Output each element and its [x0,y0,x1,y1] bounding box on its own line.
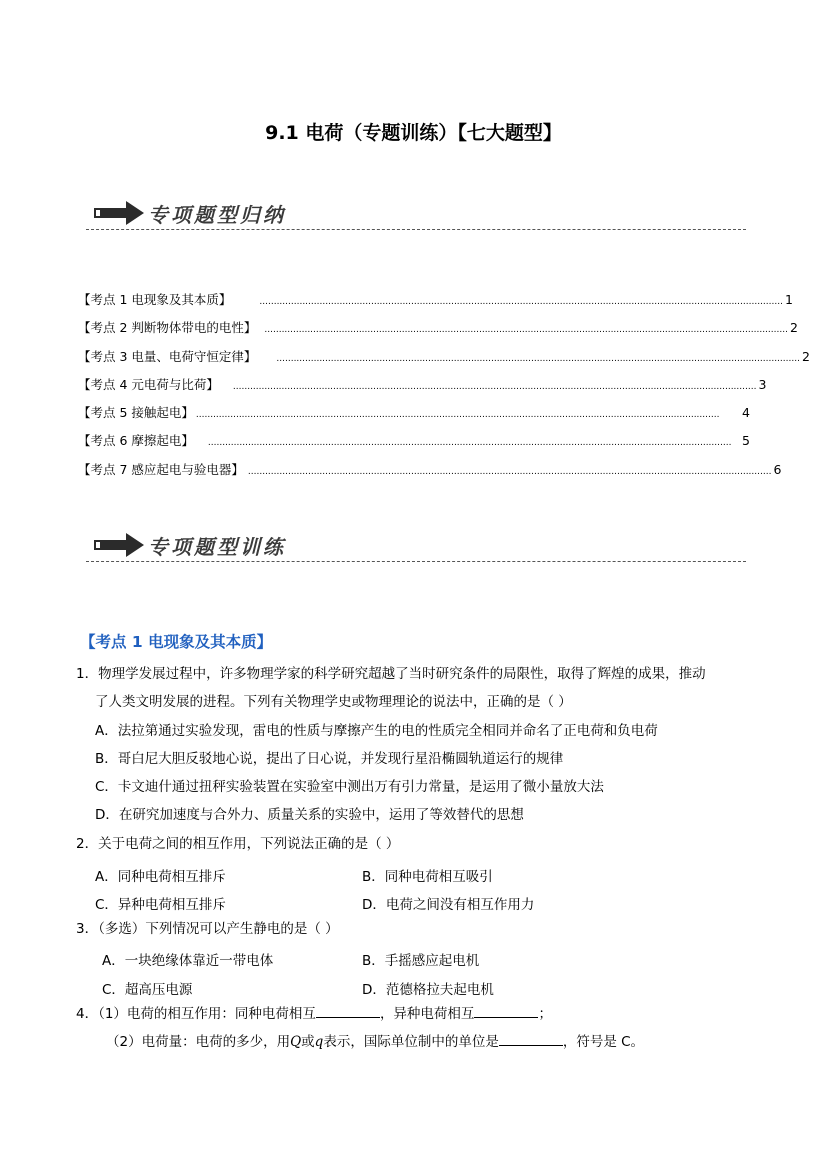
symbol-q-upper: Q [290,1034,302,1051]
question-part-2 [76,1028,756,1056]
question-stem: 1．物理学发展过程中，许多物理学家的科学研究超越了当时研究条件的局限性，取得了辉煌的成果，推动 [76,666,706,682]
option-d[interactable]: D．在研究加速度与合外力、质量关系的实验中，运用了等效替代的思想 [95,807,524,824]
section-heading: 【考点 1 电现象及其本质】 [80,633,273,651]
option-b[interactable]: B．同种电荷相互吸引 [362,869,493,885]
banner-divider [86,561,746,562]
question-4 [76,1000,756,1057]
toc-label: 【考点 1 电现象及其本质】 [78,292,232,307]
question-text: ，符号是 C。 [562,1034,645,1051]
option-b[interactable]: B．哥白尼大胆反驳地心说，提出了日心说，并发现行星沿椭圆轨道运行的规律 [95,750,564,767]
table-of-contents [78,290,810,488]
question-3 [76,915,756,943]
answer-blank[interactable] [316,1003,380,1018]
question-stem: 了人类文明发展的进程。下列有关物理学史或物理理论的说法中，正确的是（ ） [95,694,572,711]
option-d[interactable]: D．电荷之间没有相互作用力 [362,897,535,913]
question-part-1 [76,1000,756,1028]
option-c[interactable]: C．卡文迪什通过扭秤实验装置在实验室中测出万有引力常量，是运用了微小量放大法 [95,779,604,796]
toc-leader: ....................................................................................................................................................................................... [264,325,788,336]
toc-label: 【考点 6 摩擦起电】 [78,433,194,449]
option-b[interactable]: B．手摇感应起电机 [362,953,480,969]
toc-label: 【考点 2 判断物体带电的电性】 [78,320,257,336]
toc-page: 2 [789,320,798,336]
toc-label: 【考点 5 接触起电】 [78,405,194,421]
toc-label: 【考点 7 感应起电与验电器】 [78,461,244,477]
toc-item[interactable] [78,431,750,459]
toc-page: 5 [742,433,750,449]
question-text: （2）电荷量：电荷的多少，用 [106,1034,291,1051]
toc-leader: ....................................................................................................................................................................................... [195,410,720,421]
question-text: 或 [301,1034,315,1051]
option-d[interactable]: D．范德格拉夫起电机 [362,982,494,998]
symbol-q-lower: q [314,1034,324,1051]
banner-summary-text: 专项题型归纳 [148,203,286,227]
option-a[interactable]: A．同种电荷相互排斥 [95,869,226,885]
banner-summary [86,196,746,232]
option-a[interactable]: A．一块绝缘体靠近一带电体 [102,953,274,969]
toc-page: 3 [758,376,767,392]
question-text: ，异种电荷相互 [379,1006,475,1022]
question-stem: 2．关于电荷之间的相互作用，下列说法正确的是（ ） [76,836,400,852]
question-stem: 3．（多选）下列情况可以产生静电的是（ ） [76,921,339,937]
document-title: 9.1 电荷（专题训练）【七大题型】 [265,122,562,144]
banner-training-text: 专项题型训练 [148,535,286,559]
question-1 [76,660,756,830]
toc-page: 6 [773,461,782,477]
toc-leader: ....................................................................................................................................................................................... [276,353,800,364]
toc-label: 【考点 4 元电荷与比荷】 [78,376,219,392]
toc-label: 【考点 3 电量、电荷守恒定律】 [78,348,257,364]
question-text: 4．（1）电荷的相互作用：同种电荷相互 [76,1006,316,1022]
answer-blank[interactable] [499,1031,563,1046]
toc-item[interactable] [78,403,750,431]
toc-page: 1 [784,292,793,307]
toc-item[interactable] [78,375,767,403]
toc-item[interactable] [78,347,810,375]
toc-leader: ....................................................................................................................................................................................... [232,381,757,392]
banner-training [86,528,746,564]
toc-item[interactable] [78,290,793,318]
option-c[interactable]: C．超高压电源 [102,982,193,998]
option-c[interactable]: C．异种电荷相互排斥 [95,897,226,913]
arrow-right-icon [94,532,144,558]
toc-leader: ....................................................................................................................................................................................... [247,466,772,477]
banner-divider [86,229,746,230]
toc-leader: ....................................................................................................................................................................................... [259,297,783,307]
toc-leader: ....................................................................................................................................................................................... [207,438,732,449]
arrow-right-icon [94,200,144,226]
toc-page: 2 [801,348,810,364]
answer-blank[interactable] [474,1003,538,1018]
toc-item[interactable] [78,318,798,346]
toc-page: 4 [742,405,750,421]
toc-item[interactable] [78,460,782,488]
question-2 [76,830,756,858]
option-a[interactable]: A．法拉第通过实验发现，雷电的性质与摩擦产生的电的性质完全相同并命名了正电荷和负电荷 [95,722,658,739]
question-text: 表示，国际单位制中的单位是 [323,1034,499,1051]
question-text: ； [538,1006,552,1022]
